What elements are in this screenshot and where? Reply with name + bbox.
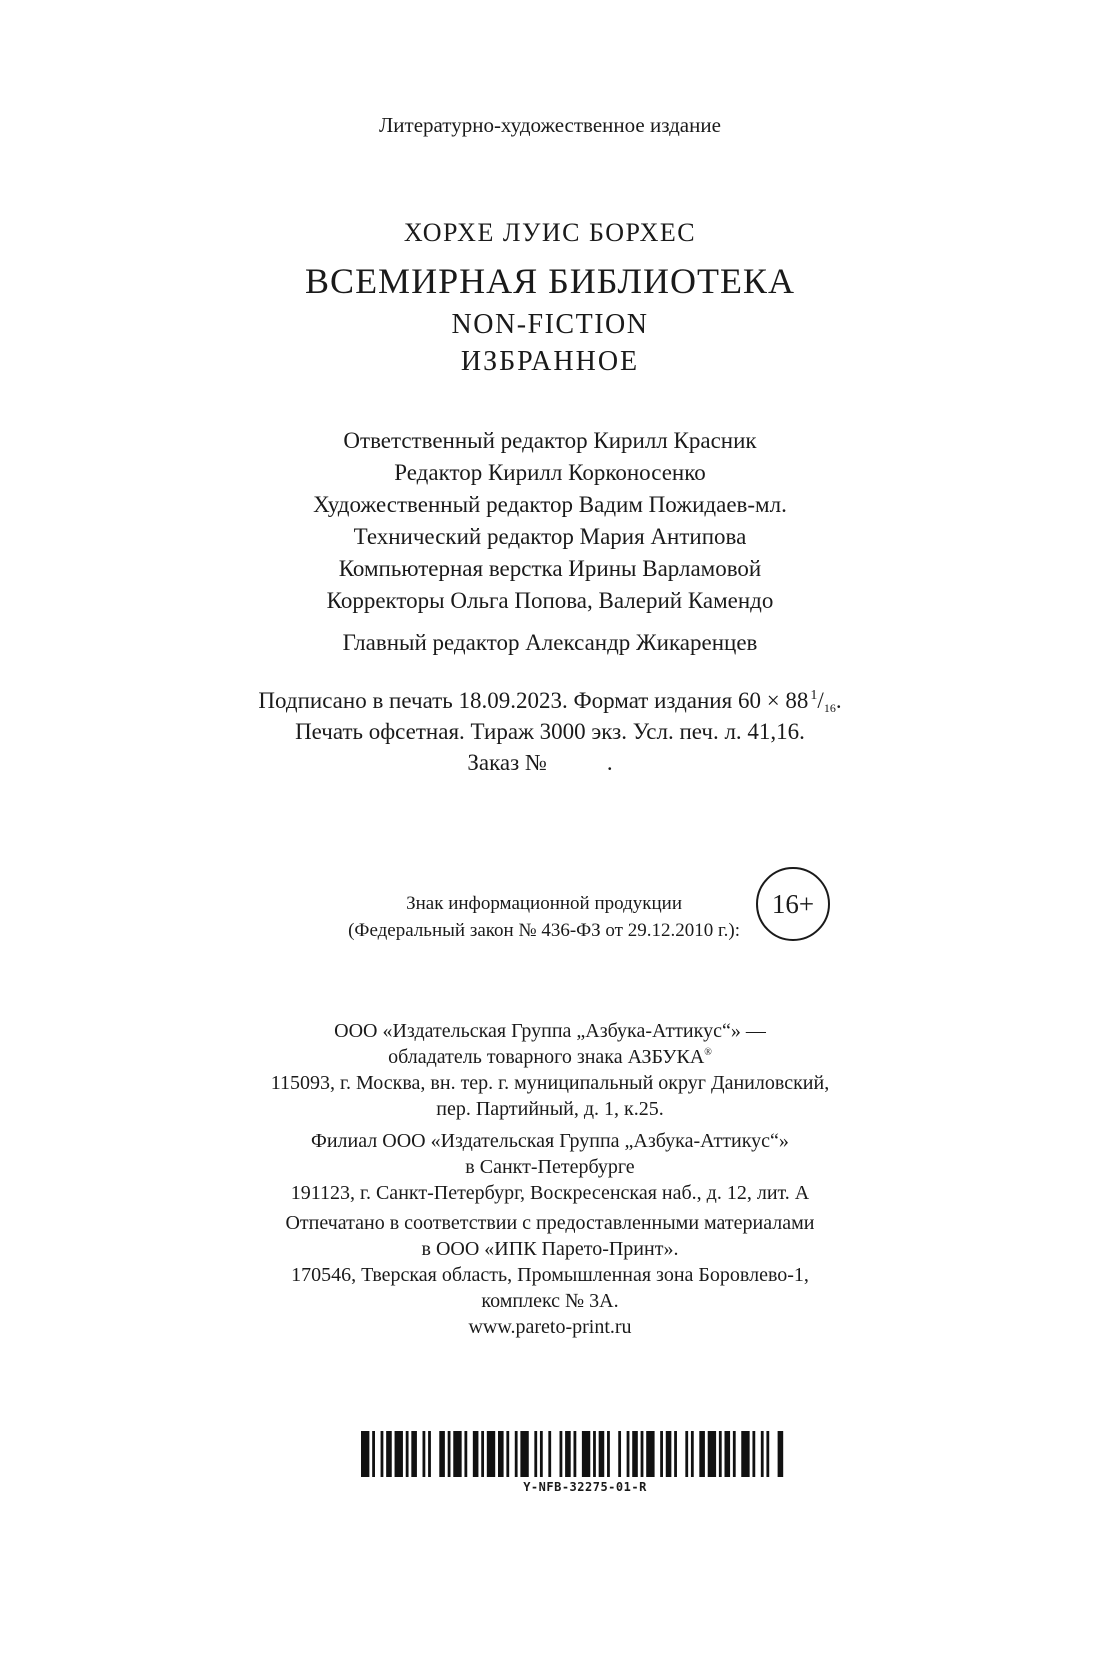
- book-subtitle-nonfiction: NON-FICTION: [451, 309, 649, 340]
- barcode-bar: [724, 1431, 730, 1477]
- barcode-bar: [607, 1431, 610, 1477]
- barcode-bar: [666, 1431, 672, 1477]
- barcode-bar: [428, 1431, 431, 1477]
- barcode-bar: [574, 1431, 577, 1477]
- format-fraction-denominator: 16: [823, 701, 836, 715]
- barcode-bar: [708, 1431, 716, 1477]
- order-label: Заказ №: [467, 750, 547, 775]
- branch-city: в Санкт-Петербурге: [465, 1156, 635, 1178]
- barcode-bar: [395, 1431, 403, 1477]
- format-fraction-numerator: 1: [810, 688, 818, 703]
- publisher-line: ООО «Издательская Группа „Азбука-Аттикус“» —: [334, 1020, 766, 1042]
- credit-line: Художественный редактор Вадим Пожидаев-мл.: [313, 492, 787, 517]
- barcode-bar: [761, 1431, 764, 1477]
- edition-type: Литературно-художественное издание: [379, 113, 721, 137]
- barcode-bar: [506, 1431, 509, 1477]
- barcode-bar: [534, 1431, 537, 1477]
- format-fraction-slash: /: [817, 688, 824, 713]
- print-format-end: .: [835, 688, 842, 713]
- credit-line: Ответственный редактор Кирилл Красник: [343, 428, 757, 453]
- publisher-address-line2: пер. Партийный, д. 1, к.25.: [436, 1098, 664, 1120]
- credit-line: Технический редактор Мария Антипова: [353, 524, 747, 549]
- author-name: ХОРХЕ ЛУИС БОРХЕС: [403, 218, 697, 247]
- barcode-bar: [411, 1431, 417, 1477]
- branch-name: Филиал ООО «Издательская Группа „Азбука-Аттикус“»: [311, 1130, 789, 1152]
- barcode-bar: [565, 1431, 571, 1477]
- barcode-bar: [752, 1431, 755, 1477]
- barcode-bar: [719, 1431, 722, 1477]
- barcode-bar: [487, 1431, 495, 1477]
- barcode-bar: [498, 1431, 504, 1477]
- barcode-bar: [646, 1431, 654, 1477]
- barcode-bar: [448, 1431, 451, 1477]
- age-rating-text: 16+: [771, 888, 815, 919]
- barcode-bar: [627, 1431, 630, 1477]
- barcode-bar: [766, 1431, 769, 1477]
- barcode-bar: [632, 1431, 638, 1477]
- publisher-trademark: [0, 1046, 1100, 1069]
- barcode-bar: [641, 1431, 644, 1477]
- info-product-sign: [300, 890, 740, 944]
- printer-website: www.pareto-print.ru: [468, 1316, 632, 1338]
- barcode-bar: [691, 1431, 694, 1477]
- barcode-bar: [618, 1431, 621, 1477]
- barcode-bar: [548, 1431, 551, 1477]
- print-format-text: Подписано в печать 18.09.2023. Формат издания 60 × 88: [258, 688, 809, 713]
- printer-note: Отпечатано в соответствии с предоставленными материалами: [285, 1212, 815, 1234]
- barcode-bar: [599, 1431, 605, 1477]
- barcode-bar: [540, 1431, 543, 1477]
- barcode-graphic: [361, 1431, 786, 1477]
- barcode-bar: [582, 1431, 590, 1477]
- barcode-bar: [361, 1431, 369, 1477]
- barcode-bar: [733, 1431, 736, 1477]
- barcode-bar: [381, 1431, 384, 1477]
- info-sign-line1: Знак информационной продукции: [406, 893, 682, 914]
- barcode-bar: [593, 1431, 596, 1477]
- credit-line: Редактор Кирилл Корконосенко: [394, 460, 706, 485]
- barcode-bar: [372, 1431, 375, 1477]
- order-number: [0, 750, 1100, 776]
- barcode-bar: [741, 1431, 749, 1477]
- print-run-info: Печать офсетная. Тираж 3000 экз. Усл. печ. л. 41,16.: [295, 719, 805, 744]
- book-subtitle-selected: ИЗБРАННОЕ: [460, 346, 640, 377]
- barcode-bar: [481, 1431, 484, 1477]
- barcode-bar: [685, 1431, 688, 1477]
- print-signed-format: [0, 688, 1100, 714]
- barcode-bar: [439, 1431, 445, 1477]
- book-title: ВСЕМИРНАЯ БИБЛИОТЕКА: [305, 261, 795, 301]
- barcode-bar: [453, 1431, 461, 1477]
- barcode-bar: [406, 1431, 409, 1477]
- barcode-bar: [423, 1431, 426, 1477]
- barcode-bar: [464, 1431, 467, 1477]
- barcode-bar: [778, 1431, 784, 1477]
- barcode-bar: [386, 1431, 392, 1477]
- barcode-bar: [699, 1431, 705, 1477]
- barcode-bar: [473, 1431, 479, 1477]
- age-rating-badge: [756, 867, 830, 941]
- barcode-bar: [674, 1431, 677, 1477]
- barcode-bar: [560, 1431, 563, 1477]
- order-end: .: [606, 750, 613, 775]
- barcode: [361, 1431, 786, 1477]
- publisher-trademark-text: обладатель товарного знака АЗБУКА: [388, 1046, 705, 1068]
- credit-line: Корректоры Ольга Попова, Валерий Камендо: [326, 588, 774, 613]
- barcode-label: Y-NFB-32275-01-R: [523, 1480, 647, 1494]
- barcode-bar: [515, 1431, 518, 1477]
- branch-address: 191123, г. Санкт-Петербург, Воскресенская наб., д. 12, лит. А: [290, 1182, 810, 1204]
- registered-mark: ®: [704, 1047, 712, 1058]
- barcode-bar: [660, 1431, 663, 1477]
- credit-line: Компьютерная верстка Ирины Варламовой: [338, 556, 762, 581]
- chief-editor: Главный редактор Александр Жикаренцев: [342, 630, 758, 655]
- printer-address-line2: комплекс № 3А.: [481, 1290, 619, 1312]
- printer-name: в ООО «ИПК Парето-Принт».: [421, 1238, 679, 1260]
- info-sign-line2: (Федеральный закон № 436-ФЗ от 29.12.2010 г.):: [348, 920, 740, 941]
- printer-address: 170546, Тверская область, Промышленная зона Боровлево-1,: [291, 1264, 809, 1286]
- barcode-bar: [520, 1431, 528, 1477]
- publisher-address: 115093, г. Москва, вн. тер. г. муниципальный округ Даниловский,: [270, 1072, 830, 1094]
